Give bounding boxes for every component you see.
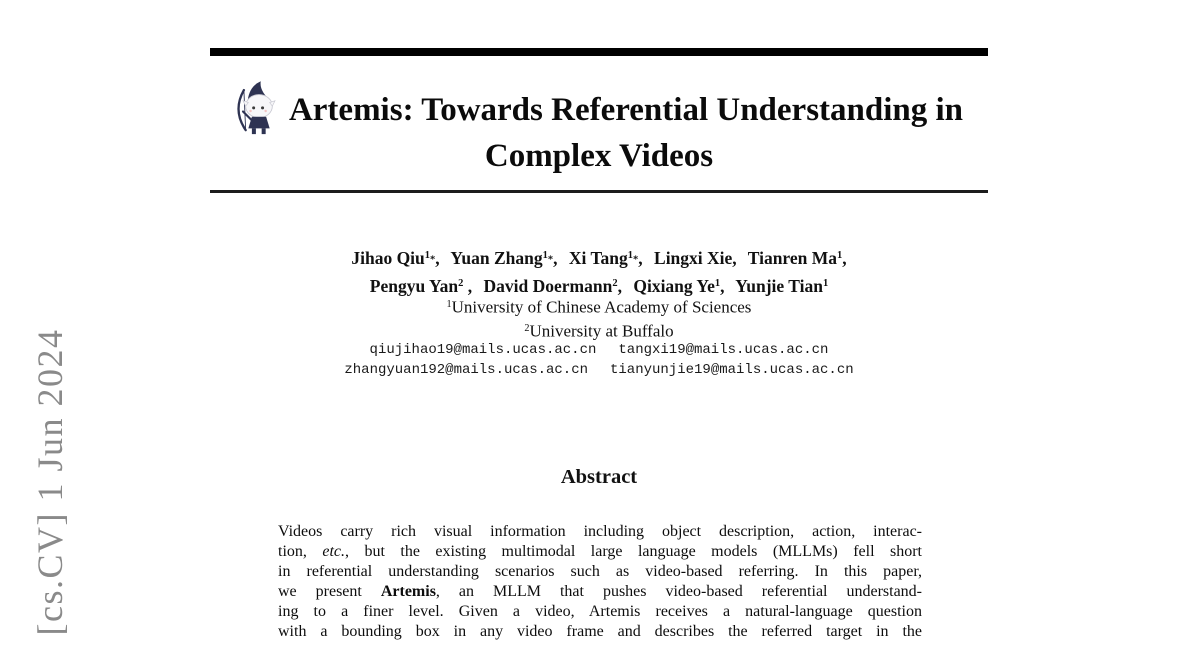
abstract-text: in referential understanding scenarios such as video-based referring. In this paper, xyxy=(278,563,922,580)
abstract-heading: Abstract xyxy=(560,466,638,488)
abstract-text: , but the existing multimodal large language models (MLLMs) fell short xyxy=(345,543,922,560)
author-separator: , xyxy=(435,247,440,268)
author xyxy=(748,248,847,268)
author-separator: , xyxy=(617,275,622,296)
title-divider-rule xyxy=(210,190,988,193)
author-name: Tianren Ma xyxy=(747,247,838,268)
author-name: Yuan Zhang xyxy=(450,247,543,268)
abstract-body xyxy=(278,522,922,642)
affiliation-name: University of Chinese Academy of Sciences xyxy=(451,297,752,317)
author-row-1 xyxy=(210,244,988,272)
author xyxy=(351,248,439,268)
abstract-text-line xyxy=(278,562,922,582)
author xyxy=(370,276,472,296)
author-affil-sup: 1 xyxy=(627,250,634,261)
author xyxy=(569,248,643,268)
arxiv-stamp: [cs.CV] 1 Jun 2024 xyxy=(30,328,70,636)
author-separator: , xyxy=(638,247,643,268)
author-name: Xi Tang xyxy=(568,247,628,268)
abstract-text: tion, xyxy=(278,543,323,560)
abstract-text-line xyxy=(278,602,922,622)
author xyxy=(633,276,724,296)
email-address: qiujihao19@mails.ucas.ac.cn xyxy=(369,342,597,358)
email-row xyxy=(210,340,988,360)
affiliation xyxy=(210,294,988,318)
title-text-line-2: Complex Videos xyxy=(484,138,714,174)
author-emails xyxy=(210,340,988,380)
author-affil-sup: 2 xyxy=(458,278,464,290)
author xyxy=(735,276,828,296)
author-separator: , xyxy=(720,275,725,296)
author-name: David Doermann xyxy=(483,275,613,296)
author xyxy=(654,248,737,268)
author-list xyxy=(210,244,988,300)
author xyxy=(450,248,557,268)
author-name: Yunjie Tian xyxy=(735,275,823,296)
email-address: tangxi19@mails.ucas.ac.cn xyxy=(618,342,829,358)
author-separator: , xyxy=(553,247,558,268)
artemis-mascot-icon xyxy=(235,78,283,136)
author-separator: , xyxy=(732,247,737,268)
email-address: zhangyuan192@mails.ucas.ac.cn xyxy=(344,362,588,378)
author-affil-sup: 1 xyxy=(542,250,548,261)
paper-title xyxy=(210,84,988,176)
abstract-text-italic: etc. xyxy=(322,543,346,560)
abstract-text: with a bounding box in any video frame and describes the referred target in the xyxy=(278,623,922,640)
affiliation-name: University at Buffalo xyxy=(529,321,674,341)
author-name: Qixiang Ye xyxy=(633,275,715,296)
top-rule xyxy=(210,48,988,56)
author-affil-sup: 2 xyxy=(612,278,618,290)
author-affil-sup: 1 xyxy=(822,278,829,290)
affiliations xyxy=(210,294,988,341)
author-name: Lingxi Xie xyxy=(654,247,733,268)
author-name: Pengyu Yan xyxy=(369,275,459,296)
author-star: * xyxy=(633,254,639,266)
author-star: * xyxy=(430,254,436,266)
abstract-text: we present xyxy=(278,583,381,600)
email-address: tianyunjie19@mails.ucas.ac.cn xyxy=(610,362,854,378)
author-affil-sup: 1 xyxy=(714,278,721,290)
affiliation xyxy=(210,318,988,342)
author-separator: , xyxy=(463,275,473,296)
abstract-text-line xyxy=(278,542,922,562)
abstract-text: ing to a finer level. Given a video, Artemis receives a natural-language question xyxy=(278,603,922,620)
author-affil-sup: 1 xyxy=(424,250,431,261)
title-line-1 xyxy=(210,84,988,136)
abstract-text-line xyxy=(278,522,922,542)
abstract-text: , an MLLM that pushes video-based referential understand- xyxy=(435,583,922,600)
author-separator: , xyxy=(842,247,847,268)
author-star: * xyxy=(547,254,554,266)
abstract-text-line xyxy=(278,622,922,642)
author xyxy=(484,276,622,296)
abstract-text-bold: Artemis xyxy=(380,583,436,600)
affiliation-sup: 1 xyxy=(446,299,452,310)
title-text-line-1: Artemis: Towards Referential Understanding in xyxy=(288,92,964,128)
author-name: Jihao Qiu xyxy=(351,247,425,268)
affiliation-sup: 2 xyxy=(524,322,530,334)
abstract-text-line xyxy=(278,582,922,602)
author-affil-sup: 1 xyxy=(837,250,843,261)
email-row xyxy=(210,360,988,380)
abstract-text: Videos carry rich visual information including object description, action, interac- xyxy=(278,523,922,540)
